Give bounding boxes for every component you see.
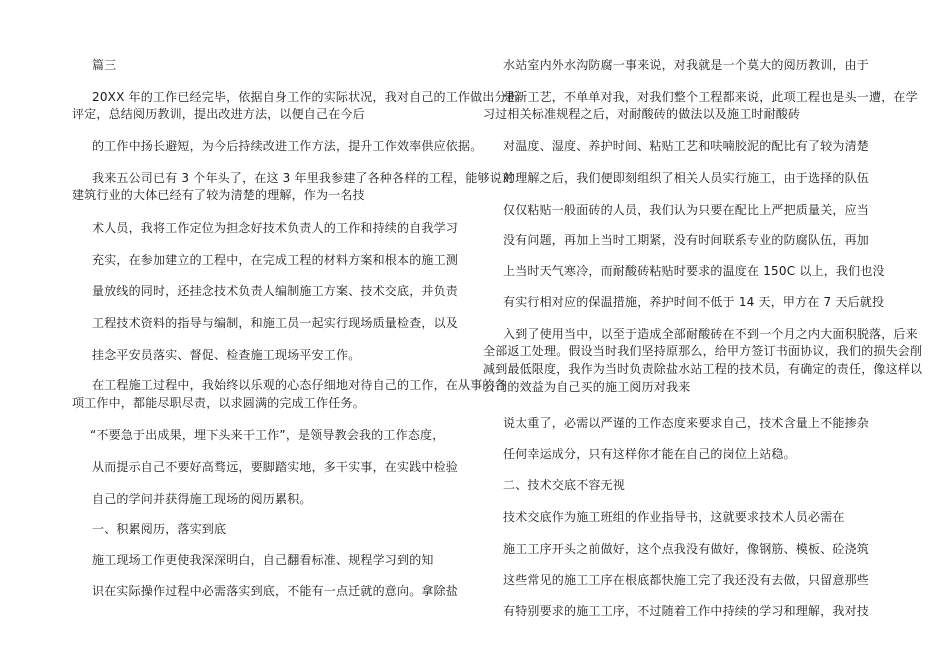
paragraph-line: 识在实际操作过程中必需落实到底，不能有一点迁就的意向。拿除盐 [92,584,459,598]
paragraph-line: 公司的效益为自己买的施工阅历对我来 [483,380,691,394]
paragraph-line: 这些常见的施工工序在根底都快施工完了我还没有去做，只留意那些 [503,573,870,587]
paragraph-line: 从而提示自己不要好高骛远，要脚踏实地，多干实事，在实践中检验 [92,460,459,474]
paragraph-line: 项工作中，都能尽职尽责，以求圆满的完成工作任务。 [72,396,365,410]
paragraph-line: 施工工序开头之前做好，这个点我没有做好，像钢筋、模板、砼浇筑 [503,542,870,556]
paragraph-line: 评定，总结阅历教训，提出改进方法，以便自己在今后 [72,107,365,121]
paragraph-line: 任何幸运成分，只有这样你才能在自己的岗位上站稳。 [503,447,796,461]
paragraph-line: 自己的学问并获得施工现场的阅历累积。 [92,492,312,506]
paragraph-line: 全部返工处理。假设当时我们坚持原那么，给甲方签订书面协议，我们的损失会削 [483,344,923,358]
paragraph-line: 对温度、湿度、养护时间、粘贴工艺和呋喃胶泥的配比有了较为清楚 [503,139,870,153]
section-heading-pian-san: 篇三 [92,58,117,72]
paragraph-line: “不要急于出成果，埋下头来干工作”，是领导教会我的工作态度， [90,428,445,442]
paragraph-line: 上当时天气寒冷，而耐酸砖粘贴时要求的温度在 150C 以上，我们也没 [503,264,885,278]
paragraph-line: 入到了使用当中，以至于造成全部耐酸砖在不到一个月之内大面积脱落，后来 [503,327,918,341]
paragraph-line: 没有问题，再加上当时工期紧，没有时间联系专业的防腐队伍，再加 [503,233,870,247]
paragraph-line: 充实，在参加建立的工程中，在完成工程的材料方案和根本的施工测 [92,253,459,267]
subsection-heading: 二、技术交底不容无视 [503,478,626,492]
paragraph-line: 说太重了，必需以严谨的工作态度来要求自己，技术含量上不能掺杂 [503,416,870,430]
paragraph-line: 的理解之后，我们便即刻组织了相关人员实行施工，由于选择的队伍 [503,171,870,185]
paragraph-line: 有实行相对应的保温措施，养护时间不低于 14 天，甲方在 7 天后就投 [503,295,885,309]
paragraph-line: 的工作中扬长避短，为今后持续改进工作方法，提升工作效率供应依据。 [92,139,483,153]
paragraph-line: 我来五公司已有 3 个年头了，在这 3 年里我参建了各种各样的工程，能够说对 [92,171,515,185]
paragraph-line: 是新工艺，不单单对我，对我们整个工程都来说，此项工程也是头一遭，在学 [503,90,918,104]
paragraph-line: 水站室内外水沟防腐一事来说，对我就是一个莫大的阅历教训，由于 [503,58,870,72]
paragraph-line: 习过相关标准规程之后，对耐酸砖的做法以及施工时耐酸砖 [483,107,801,121]
paragraph-line: 施工现场工作更使我深深明白，自己翻看标准、规程学习到的知 [92,553,434,567]
paragraph-line: 在工程施工过程中，我始终以乐观的心态仔细地对待自己的工作，在从事的各 [92,378,507,392]
paragraph-line: 量放线的同时，还挂念技术负责人编制施工方案、技术交底，并负责 [92,284,459,298]
paragraph-line: 挂念平安员落实、督促、检查施工现场平安工作。 [92,348,361,362]
paragraph-line: 技术交底作为施工班组的作业指导书，这就要求技术人员必需在 [503,510,845,524]
subsection-heading: 一、积累阅历，落实到底 [92,522,227,536]
paragraph-line: 建筑行业的大体已经有了较为清楚的理解，作为一名技 [72,188,365,202]
paragraph-line: 20XX 年的工作已经完毕，依据自身工作的实际状况，我对自己的工作做出分析 [92,90,519,104]
paragraph-line: 术人员，我将工作定位为担念好技术负责人的工作和持续的自我学习 [92,221,459,235]
paragraph-line: 有特别要求的施工工序，不过随着工作中持续的学习和理解，我对技 [503,604,870,618]
paragraph-line: 仅仅粘贴一般面砖的人员，我们认为只要在配比上严把质量关，应当 [503,203,870,217]
paragraph-line: 工程技术资料的指导与编制，和施工员一起实行现场质量检查，以及 [92,316,459,330]
paragraph-line: 减到最低限度，我作为当时负责除盐水站工程的技术员，有确定的责任，像这样以 [483,362,923,376]
